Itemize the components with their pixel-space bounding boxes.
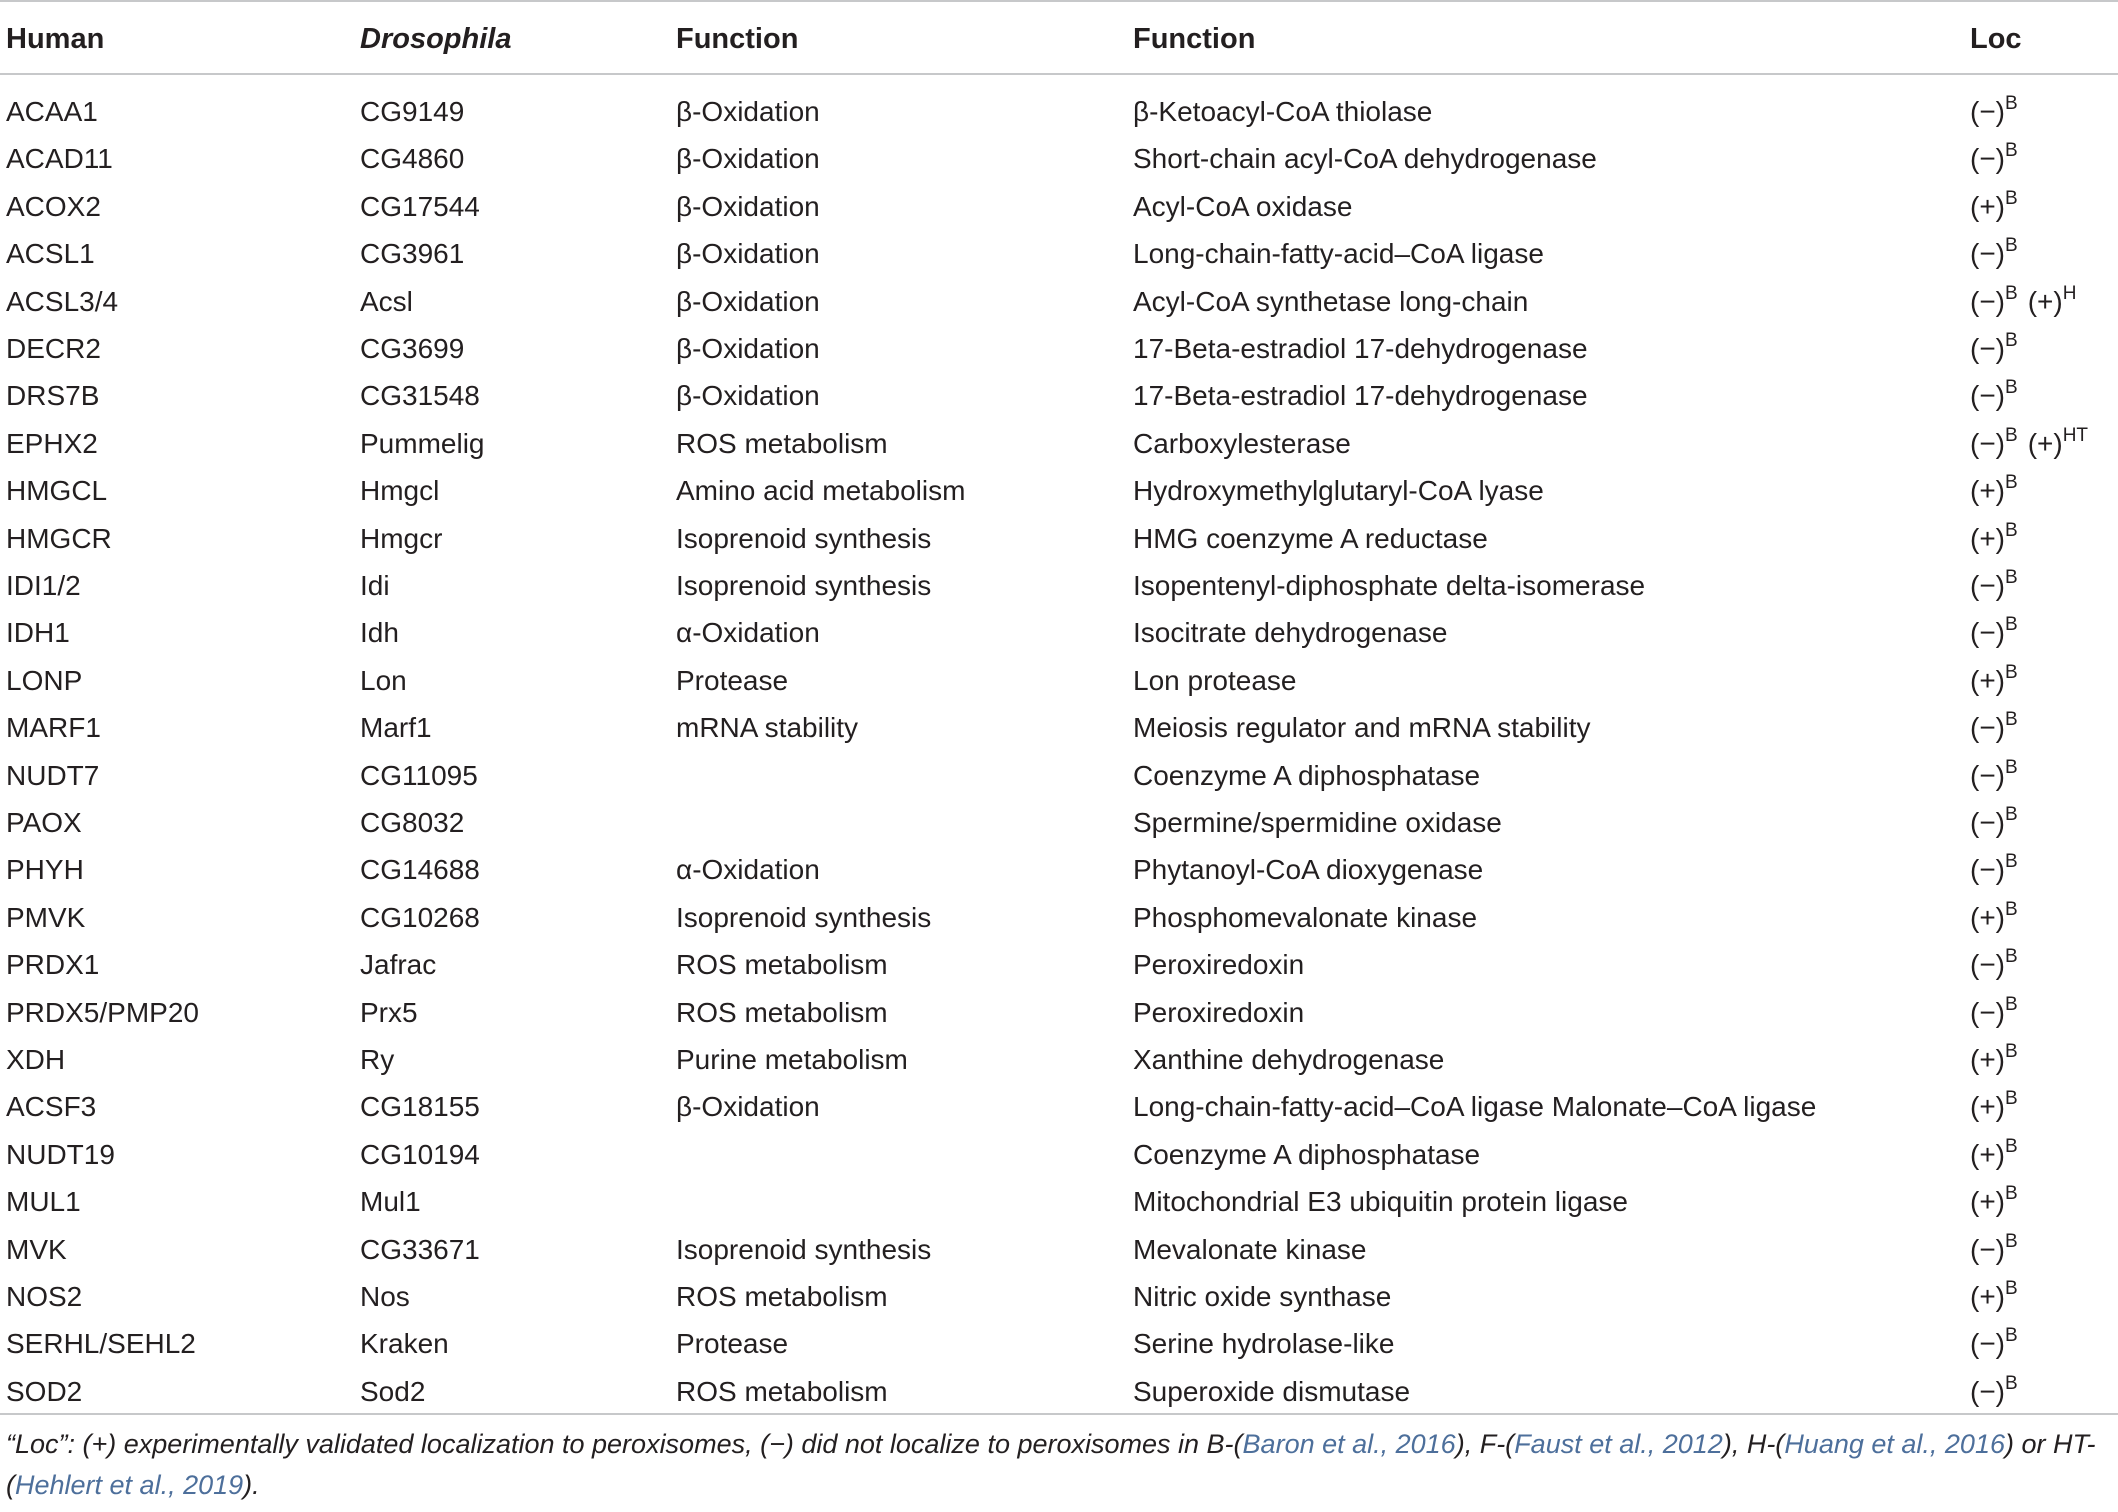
loc-sign: (+) <box>1970 522 2005 554</box>
cell-function: Isoprenoid synthesis <box>676 901 932 933</box>
table-bottom-rule <box>0 1413 2118 1415</box>
loc-reference: B <box>2005 898 2018 920</box>
table-row <box>0 615 2118 662</box>
cell-drosophila: CG3699 <box>360 333 465 364</box>
loc-reference: B <box>2005 993 2018 1015</box>
citation-faust-link[interactable]: Faust et al., 2012 <box>1514 1429 1723 1459</box>
cell-function: β-Oxidation <box>676 1091 820 1123</box>
cell-description: Phosphomevalonate kinase <box>1133 901 1478 933</box>
cell-loc <box>1970 758 2018 794</box>
cell-human: DRS7B <box>6 380 100 412</box>
cell-description: Nitric oxide synthase <box>1133 1281 1392 1312</box>
cell-drosophila: Pummelig <box>360 427 485 459</box>
cell-description: Meiosis regulator and mRNA stability <box>1133 712 1591 744</box>
cell-function: Amino acid metabolism <box>676 475 966 507</box>
cell-drosophila: CG9149 <box>360 96 465 127</box>
cell-description: Acyl-CoA synthetase long-chain <box>1133 285 1529 317</box>
cell-loc <box>1970 1042 2018 1078</box>
cell-description: β-Ketoacyl-CoA thiolase <box>1133 96 1433 127</box>
loc-reference: B <box>2005 187 2018 209</box>
cell-loc <box>1970 947 2018 983</box>
cell-human: ACOX2 <box>6 190 101 222</box>
loc-reference: HT <box>2062 424 2089 446</box>
footnote-text: ). <box>243 1470 260 1500</box>
cell-function: β-Oxidation <box>676 96 820 127</box>
cell-drosophila: Idh <box>360 617 399 649</box>
loc-sign: (−) <box>1970 427 2005 459</box>
table-row <box>0 947 2118 994</box>
table-row <box>0 852 2118 899</box>
cell-loc <box>1970 94 2018 130</box>
cell-function: β-Oxidation <box>676 190 820 222</box>
cell-loc <box>1970 236 2018 272</box>
cell-function: Protease <box>676 1328 789 1360</box>
cell-loc <box>1970 710 2018 746</box>
loc-sign: (+) <box>1970 1281 2005 1312</box>
cell-human: PHYH <box>6 854 84 886</box>
cell-function: Isoprenoid synthesis <box>676 522 932 554</box>
cell-function: ROS metabolism <box>676 1281 888 1312</box>
cell-loc <box>1970 189 2018 225</box>
loc-sign: (−) <box>1970 617 2005 649</box>
cell-loc <box>1970 521 2018 557</box>
cell-function: β-Oxidation <box>676 380 820 412</box>
cell-description: Superoxide dismutase <box>1133 1375 1411 1407</box>
cell-drosophila: Jafrac <box>360 949 437 981</box>
loc-reference: B <box>2005 282 2018 304</box>
cell-drosophila: CG17544 <box>360 190 480 222</box>
loc-sign: (+) <box>1970 190 2005 222</box>
cell-loc <box>1970 1137 2018 1173</box>
cell-drosophila: Ry <box>360 1044 395 1075</box>
cell-loc <box>1970 1326 2018 1362</box>
cell-drosophila: CG31548 <box>360 380 480 412</box>
cell-description: HMG coenzyme A reductase <box>1133 522 1488 554</box>
citation-huang-link[interactable]: Huang et al., 2016 <box>1784 1429 2005 1459</box>
loc-reference: H <box>2062 282 2077 304</box>
loc-sign: (−) <box>1970 854 2005 886</box>
loc-reference: B <box>2005 661 2018 683</box>
loc-sign: (+) <box>1970 1186 2005 1218</box>
loc-reference: B <box>2005 1372 2018 1394</box>
table-row <box>0 284 2118 331</box>
loc-reference: B <box>2005 851 2018 873</box>
cell-loc <box>1970 426 2088 462</box>
table-footnote <box>6 1424 2114 1506</box>
loc-sign: (−) <box>1970 380 2005 412</box>
loc-reference: B <box>2005 709 2018 731</box>
table-row <box>0 94 2118 141</box>
footnote-text: ) or HT-( <box>6 1429 2096 1500</box>
cell-drosophila: CG10194 <box>360 1138 480 1170</box>
cell-description: Lon protease <box>1133 664 1297 696</box>
loc-reference: B <box>2005 330 2018 351</box>
cell-description: Hydroxymethylglutaryl-CoA lyase <box>1133 475 1544 507</box>
table-row <box>0 521 2118 568</box>
cell-description: Coenzyme A diphosphatase <box>1133 1138 1481 1170</box>
cell-description: 17-Beta-estradiol 17-dehydrogenase <box>1133 380 1588 412</box>
loc-sign: (+) <box>1970 901 2005 933</box>
cell-description: Peroxiredoxin <box>1133 949 1305 981</box>
cell-human: HMGCR <box>6 522 112 554</box>
cell-function: β-Oxidation <box>676 285 820 317</box>
cell-description: Spermine/spermidine oxidase <box>1133 807 1502 838</box>
cell-function: ROS metabolism <box>676 949 888 981</box>
loc-sign: (+) <box>1970 1044 2005 1075</box>
cell-drosophila: Prx5 <box>360 996 418 1028</box>
cell-human: ACAD11 <box>6 143 113 175</box>
loc-sign: (−) <box>1970 333 2005 364</box>
loc-reference: B <box>2005 377 2018 399</box>
cell-human: ACSF3 <box>6 1091 97 1123</box>
cell-human: MARF1 <box>6 712 101 744</box>
loc-sign: (+) <box>1970 664 2005 696</box>
header-rule <box>0 73 2118 75</box>
loc-sign: (−) <box>1970 1328 2005 1360</box>
cell-loc <box>1970 663 2018 699</box>
cell-function: β-Oxidation <box>676 238 820 270</box>
footnote-text: ), F-( <box>1455 1429 1515 1459</box>
cell-human: SERHL/SEHL2 <box>6 1328 196 1360</box>
loc-reference: B <box>2005 804 2018 825</box>
loc-sign: (+) <box>1970 1091 2005 1123</box>
loc-sign: (+) <box>2027 427 2063 459</box>
cell-function: Isoprenoid synthesis <box>676 1233 932 1265</box>
cell-description: Long-chain-fatty-acid–CoA ligase Malonate–CoA ligase <box>1133 1091 1817 1123</box>
cell-function: ROS metabolism <box>676 996 888 1028</box>
cell-function: ROS metabolism <box>676 1375 888 1407</box>
cell-drosophila: Sod2 <box>360 1375 426 1407</box>
cell-drosophila: CG3961 <box>360 238 465 270</box>
loc-reference: B <box>2005 1278 2018 1299</box>
loc-reference: B <box>2005 1088 2018 1110</box>
cell-description: 17-Beta-estradiol 17-dehydrogenase <box>1133 333 1588 364</box>
loc-reference: B <box>2005 567 2018 588</box>
table-row <box>0 568 2118 615</box>
table-row <box>0 378 2118 425</box>
table-row <box>0 426 2118 473</box>
cell-function: Protease <box>676 664 789 696</box>
cell-human: NUDT7 <box>6 759 100 791</box>
cell-drosophila: CG4860 <box>360 143 465 175</box>
table-row <box>0 995 2118 1042</box>
cell-loc <box>1970 568 2018 604</box>
loc-reference: B <box>2005 756 2018 778</box>
cell-human: IDI1/2 <box>6 570 81 601</box>
cell-drosophila: Idi <box>360 570 390 601</box>
loc-reference: B <box>2005 946 2018 968</box>
cell-human: ACSL1 <box>6 238 95 270</box>
cell-function: β-Oxidation <box>676 143 820 175</box>
cell-description: Peroxiredoxin <box>1133 996 1305 1028</box>
table-row <box>0 1184 2118 1231</box>
table-row <box>0 1279 2118 1326</box>
loc-sign: (−) <box>1970 807 2005 838</box>
loc-sign: (−) <box>1970 949 2005 981</box>
loc-sign: (+) <box>2027 285 2063 317</box>
table-row <box>0 331 2118 378</box>
loc-sign: (−) <box>1970 1375 2005 1407</box>
cell-human: DECR2 <box>6 333 101 364</box>
table-row <box>0 758 2118 805</box>
cell-loc <box>1970 473 2018 509</box>
cell-loc <box>1970 141 2018 177</box>
cell-loc <box>1970 615 2018 651</box>
loc-sign: (−) <box>1970 1233 2005 1265</box>
loc-reference: B <box>2005 1325 2018 1347</box>
cell-human: PAOX <box>6 807 82 838</box>
cell-function: α-Oxidation <box>676 854 820 886</box>
cell-loc <box>1970 900 2018 936</box>
cell-function: Isoprenoid synthesis <box>676 570 932 601</box>
table-row <box>0 1232 2118 1279</box>
cell-drosophila: Lon <box>360 664 407 696</box>
cell-drosophila: Mul1 <box>360 1186 421 1218</box>
table-row <box>0 663 2118 710</box>
table-row <box>0 710 2118 757</box>
loc-reference: B <box>2005 1135 2018 1157</box>
loc-reference: B <box>2005 519 2018 541</box>
cell-human: EPHX2 <box>6 427 98 459</box>
loc-reference: B <box>2005 140 2018 162</box>
cell-description: Isopentenyl-diphosphate delta-isomerase <box>1133 570 1646 601</box>
cell-loc <box>1970 1279 2018 1315</box>
loc-reference: B <box>2005 472 2018 494</box>
loc-sign: (−) <box>1970 285 2005 317</box>
cell-description: Mitochondrial E3 ubiquitin protein ligase <box>1133 1186 1628 1218</box>
table-header <box>0 0 2118 73</box>
cell-drosophila: CG18155 <box>360 1091 480 1123</box>
cell-drosophila: CG14688 <box>360 854 480 886</box>
cell-loc <box>1970 1184 2018 1220</box>
table-row <box>0 900 2118 947</box>
cell-human: HMGCL <box>6 475 108 507</box>
cell-description: Xanthine dehydrogenase <box>1133 1044 1445 1075</box>
loc-sign: (−) <box>1970 96 2005 127</box>
cell-loc <box>1970 378 2018 414</box>
loc-reference: B <box>2005 1041 2018 1062</box>
cell-description: Coenzyme A diphosphatase <box>1133 759 1481 791</box>
cell-drosophila: CG11095 <box>360 759 478 791</box>
header-function: Function <box>676 23 799 55</box>
cell-human: ACAA1 <box>6 96 98 127</box>
cell-description: Phytanoyl-CoA dioxygenase <box>1133 854 1484 886</box>
cell-function: ROS metabolism <box>676 427 888 459</box>
loc-sign: (−) <box>1970 238 2005 270</box>
table-row <box>0 1137 2118 1184</box>
cell-function: β-Oxidation <box>676 333 820 364</box>
header-human: Human <box>6 23 105 55</box>
cell-human: PRDX5/PMP20 <box>6 996 199 1028</box>
cell-drosophila: CG10268 <box>360 901 480 933</box>
loc-sign: (−) <box>1970 712 2005 744</box>
table-row <box>0 141 2118 188</box>
cell-drosophila: Kraken <box>360 1328 449 1360</box>
cell-drosophila: CG8032 <box>360 807 465 838</box>
cell-human: PMVK <box>6 901 86 933</box>
cell-human: XDH <box>6 1044 66 1075</box>
header-loc: Loc <box>1970 23 2022 55</box>
citation-baron-link[interactable]: Baron et al., 2016 <box>1242 1429 1456 1459</box>
loc-reference: B <box>2005 235 2018 257</box>
footnote-text: ), H-( <box>1722 1429 1785 1459</box>
footnote-text: “Loc”: (+) experimentally validated localization to peroxisomes, (−) did not localize to peroxisomes in B-( <box>6 1429 1243 1459</box>
header-function-description: Function <box>1133 23 1256 55</box>
cell-human: NUDT19 <box>6 1138 115 1170</box>
cell-human: NOS2 <box>6 1281 83 1312</box>
cell-drosophila: Hmgcl <box>360 475 440 507</box>
table-row <box>0 1089 2118 1136</box>
header-drosophila: Drosophila <box>360 23 512 55</box>
cell-loc <box>1970 852 2018 888</box>
cell-human: MUL1 <box>6 1186 81 1218</box>
loc-reference: B <box>2005 614 2018 636</box>
table-row <box>0 189 2118 236</box>
loc-sign: (+) <box>1970 1138 2005 1170</box>
cell-function: mRNA stability <box>676 712 859 744</box>
cell-human: ACSL3/4 <box>6 285 119 317</box>
cell-description: Carboxylesterase <box>1133 427 1351 459</box>
loc-reference: B <box>2005 424 2018 446</box>
cell-loc <box>1970 1089 2018 1125</box>
cell-description: Long-chain-fatty-acid–CoA ligase <box>1133 238 1544 270</box>
cell-drosophila: CG33671 <box>360 1233 480 1265</box>
cell-drosophila: Acsl <box>360 285 413 317</box>
cell-function: α-Oxidation <box>676 617 820 649</box>
loc-reference: B <box>2005 1183 2018 1205</box>
cell-description: Serine hydrolase-like <box>1133 1328 1395 1360</box>
table-row <box>0 1326 2118 1373</box>
loc-sign: (−) <box>1970 143 2005 175</box>
cell-drosophila: Nos <box>360 1281 410 1312</box>
cell-loc <box>1970 995 2018 1031</box>
loc-reference: B <box>2005 1230 2018 1252</box>
loc-sign: (−) <box>1970 996 2005 1028</box>
loc-sign: (−) <box>1970 570 2005 601</box>
cell-description: Mevalonate kinase <box>1133 1233 1367 1265</box>
cell-loc <box>1970 331 2018 367</box>
cell-human: MVK <box>6 1233 67 1265</box>
cell-loc <box>1970 1374 2018 1410</box>
cell-loc <box>1970 805 2018 841</box>
table-row <box>0 236 2118 283</box>
cell-drosophila: Hmgcr <box>360 522 443 554</box>
cell-description: Acyl-CoA oxidase <box>1133 190 1353 222</box>
loc-reference: B <box>2005 93 2018 114</box>
cell-human: SOD2 <box>6 1375 83 1407</box>
cell-description: Short-chain acyl-CoA dehydrogenase <box>1133 143 1597 175</box>
cell-human: LONP <box>6 664 83 696</box>
cell-human: IDH1 <box>6 617 70 649</box>
cell-human: PRDX1 <box>6 949 100 981</box>
cell-loc <box>1970 284 2076 320</box>
table-row <box>0 805 2118 852</box>
cell-loc <box>1970 1232 2018 1268</box>
loc-sign: (+) <box>1970 475 2005 507</box>
cell-description: Isocitrate dehydrogenase <box>1133 617 1448 649</box>
table-row <box>0 1042 2118 1089</box>
loc-sign: (−) <box>1970 759 2005 791</box>
cell-drosophila: Marf1 <box>360 712 432 744</box>
citation-hehlert-link[interactable]: Hehlert et al., 2019 <box>15 1470 244 1500</box>
cell-function: Purine metabolism <box>676 1044 908 1075</box>
table-row <box>0 473 2118 520</box>
